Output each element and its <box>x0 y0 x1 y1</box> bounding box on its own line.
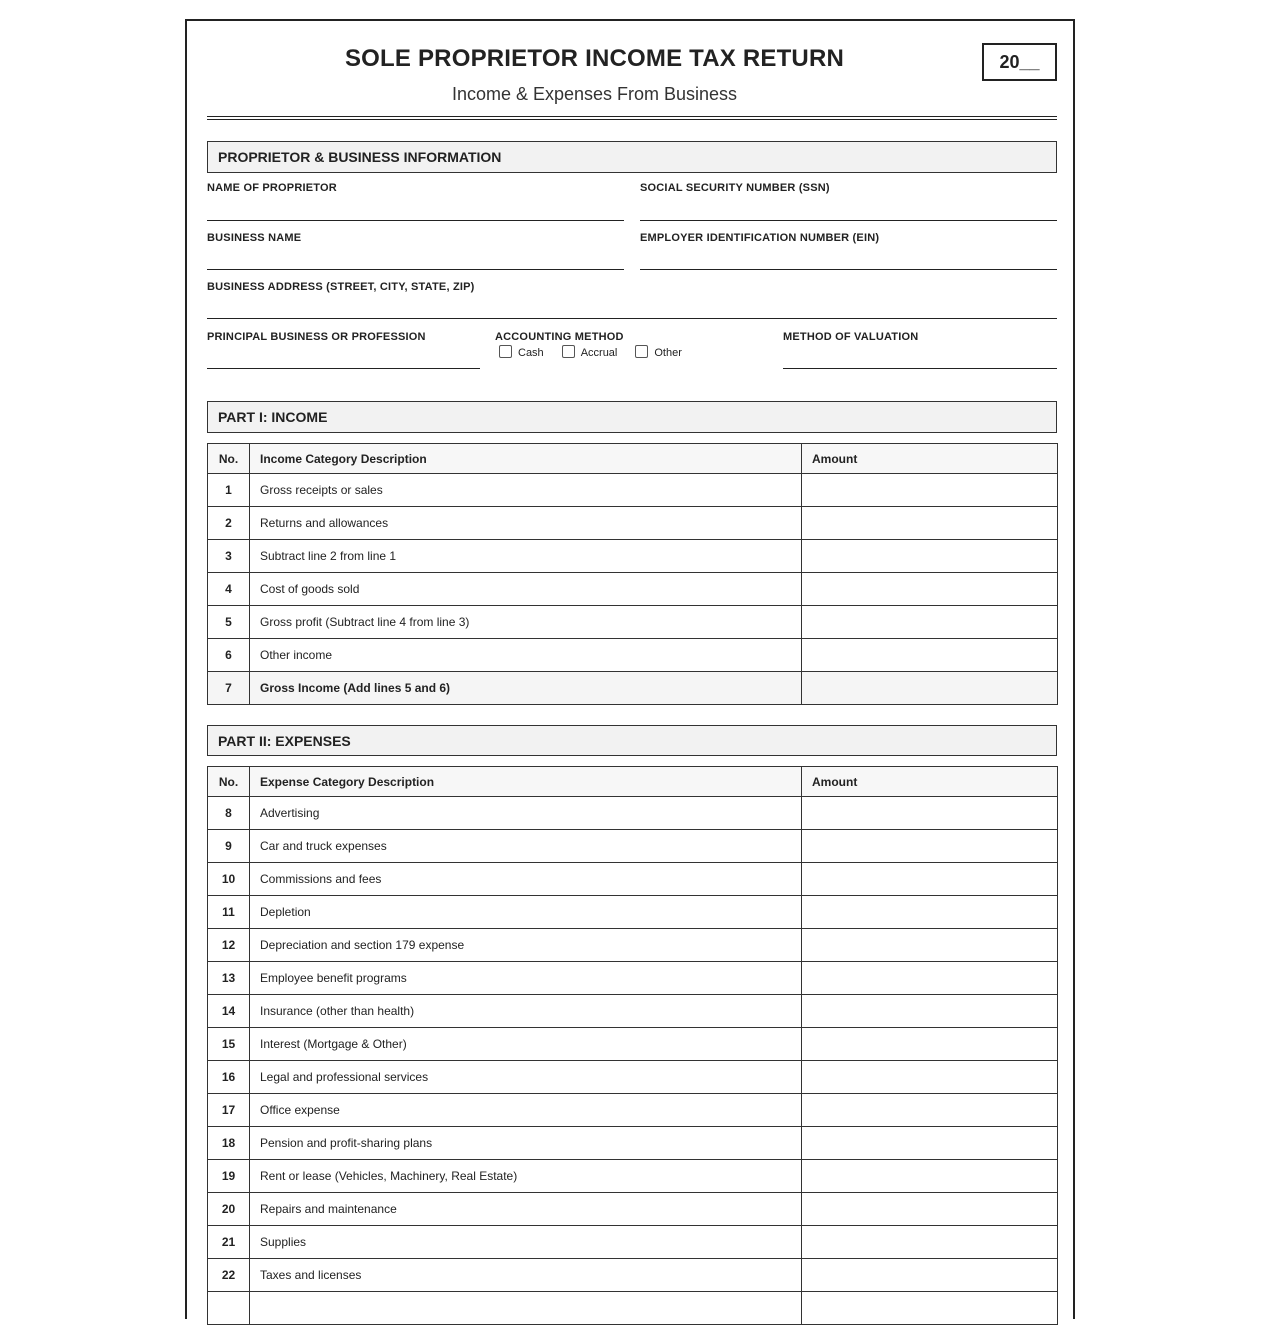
table-row-total <box>208 672 1058 705</box>
line-description: Insurance (other than health) <box>250 995 802 1028</box>
line-description: Employee benefit programs <box>250 962 802 995</box>
amount-cell[interactable] <box>802 863 1058 896</box>
header-divider <box>207 119 1057 120</box>
line-description <box>250 1292 802 1325</box>
amount-cell[interactable] <box>802 672 1058 705</box>
table-row <box>208 1160 1058 1193</box>
line-number: 14 <box>208 995 250 1028</box>
amount-cell[interactable] <box>802 1127 1058 1160</box>
line-number: 11 <box>208 896 250 929</box>
table-row <box>208 606 1058 639</box>
line-number: 3 <box>208 540 250 573</box>
valuation-method-label: METHOD OF VALUATION <box>783 331 919 343</box>
line-number: 2 <box>208 507 250 540</box>
table-row <box>208 1028 1058 1061</box>
line-description: Other income <box>250 639 802 672</box>
income-table <box>207 443 1058 705</box>
table-row <box>208 474 1058 507</box>
line-number: 18 <box>208 1127 250 1160</box>
line-description: Gross profit (Subtract line 4 from line 3) <box>250 606 802 639</box>
table-row <box>208 797 1058 830</box>
checkbox-cash-label: Cash <box>518 347 544 359</box>
table-row <box>208 962 1058 995</box>
section-header-business-info: PROPRIETOR & BUSINESS INFORMATION <box>207 141 1057 173</box>
table-row <box>208 929 1058 962</box>
form-subtitle: Income & Expenses From Business <box>451 84 738 104</box>
ein-field[interactable] <box>640 232 1057 272</box>
line-description: Advertising <box>250 797 802 830</box>
amount-cell[interactable] <box>802 929 1058 962</box>
line-number: 9 <box>208 830 250 863</box>
line-description: Depreciation and section 179 expense <box>250 929 802 962</box>
accounting-method-field <box>495 331 765 371</box>
business-address-field[interactable] <box>207 281 1057 321</box>
column-header-description: Income Category Description <box>250 444 802 474</box>
income-table-header <box>208 444 1058 474</box>
profession-field[interactable] <box>207 331 480 371</box>
line-description: Gross receipts or sales <box>250 474 802 507</box>
accounting-option-accrual[interactable] <box>562 347 618 359</box>
form-title: SOLE PROPRIETOR INCOME TAX RETURN <box>344 45 845 72</box>
column-header-amount: Amount <box>802 444 1058 474</box>
column-header-no: No. <box>208 444 250 474</box>
table-row <box>208 1127 1058 1160</box>
amount-cell[interactable] <box>802 1292 1058 1325</box>
proprietor-name-line[interactable] <box>207 220 624 221</box>
ssn-field[interactable] <box>640 182 1057 222</box>
table-row <box>208 573 1058 606</box>
line-description: Supplies <box>250 1226 802 1259</box>
amount-cell[interactable] <box>802 1259 1058 1292</box>
table-row <box>208 639 1058 672</box>
line-number: 1 <box>208 474 250 507</box>
line-description: Commissions and fees <box>250 863 802 896</box>
column-header-no: No. <box>208 767 250 797</box>
table-row <box>208 1292 1058 1325</box>
amount-cell[interactable] <box>802 995 1058 1028</box>
expenses-table-header <box>208 767 1058 797</box>
line-description: Returns and allowances <box>250 507 802 540</box>
line-description: Taxes and licenses <box>250 1259 802 1292</box>
line-description: Cost of goods sold <box>250 573 802 606</box>
profession-line[interactable] <box>207 368 480 369</box>
table-row <box>208 1094 1058 1127</box>
table-row <box>208 896 1058 929</box>
checkbox-accrual[interactable] <box>562 345 575 358</box>
valuation-method-field[interactable] <box>783 331 1057 371</box>
amount-cell[interactable] <box>802 606 1058 639</box>
line-description: Rent or lease (Vehicles, Machinery, Real Estate) <box>250 1160 802 1193</box>
line-description: Depletion <box>250 896 802 929</box>
line-number: 7 <box>208 672 250 705</box>
amount-cell[interactable] <box>802 896 1058 929</box>
table-row <box>208 540 1058 573</box>
line-description: Gross Income (Add lines 5 and 6) <box>250 672 802 705</box>
line-number: 17 <box>208 1094 250 1127</box>
line-number: 5 <box>208 606 250 639</box>
tax-form-page <box>185 19 1075 1319</box>
table-row <box>208 995 1058 1028</box>
ssn-line[interactable] <box>640 220 1057 221</box>
line-description: Subtract line 2 from line 1 <box>250 540 802 573</box>
table-row <box>208 863 1058 896</box>
business-name-label: BUSINESS NAME <box>207 232 302 244</box>
proprietor-name-label: NAME OF PROPRIETOR <box>207 182 337 194</box>
line-number: 4 <box>208 573 250 606</box>
ein-line[interactable] <box>640 269 1057 270</box>
amount-cell[interactable] <box>802 1061 1058 1094</box>
amount-cell[interactable] <box>802 573 1058 606</box>
line-number: 13 <box>208 962 250 995</box>
amount-cell[interactable] <box>802 540 1058 573</box>
tax-year-box[interactable]: 20__ <box>982 43 1057 81</box>
business-name-line[interactable] <box>207 269 624 270</box>
amount-cell[interactable] <box>802 639 1058 672</box>
business-address-line[interactable] <box>207 318 1057 319</box>
line-number: 12 <box>208 929 250 962</box>
table-row <box>208 1061 1058 1094</box>
amount-cell[interactable] <box>802 1193 1058 1226</box>
amount-cell[interactable] <box>802 1226 1058 1259</box>
line-description: Pension and profit-sharing plans <box>250 1127 802 1160</box>
checkbox-accrual-label: Accrual <box>580 347 618 359</box>
line-description: Legal and professional services <box>250 1061 802 1094</box>
checkbox-other-label: Other <box>654 347 682 359</box>
amount-cell[interactable] <box>802 507 1058 540</box>
table-row <box>208 507 1058 540</box>
line-number: 10 <box>208 863 250 896</box>
profession-label: PRINCIPAL BUSINESS OR PROFESSION <box>207 331 426 343</box>
line-number: 15 <box>208 1028 250 1061</box>
column-header-description: Expense Category Description <box>250 767 802 797</box>
amount-cell[interactable] <box>802 474 1058 507</box>
accounting-option-cash[interactable] <box>499 347 544 359</box>
table-row <box>208 830 1058 863</box>
amount-cell[interactable] <box>802 1028 1058 1061</box>
line-number: 20 <box>208 1193 250 1226</box>
section-header-expenses: PART II: EXPENSES <box>207 725 1057 756</box>
accounting-method-options <box>495 347 700 359</box>
line-number <box>208 1292 250 1325</box>
line-description: Office expense <box>250 1094 802 1127</box>
business-name-field[interactable] <box>207 232 624 272</box>
line-number: 19 <box>208 1160 250 1193</box>
line-description: Car and truck expenses <box>250 830 802 863</box>
line-number: 6 <box>208 639 250 672</box>
proprietor-name-field[interactable] <box>207 182 624 222</box>
checkbox-other[interactable] <box>635 345 648 358</box>
business-address-label: BUSINESS ADDRESS (STREET, CITY, STATE, ZIP) <box>207 281 475 293</box>
amount-cell[interactable] <box>802 962 1058 995</box>
header-divider <box>207 116 1057 117</box>
column-header-amount: Amount <box>802 767 1058 797</box>
ssn-label: SOCIAL SECURITY NUMBER (SSN) <box>640 182 830 194</box>
checkbox-cash[interactable] <box>499 345 512 358</box>
line-description: Interest (Mortgage & Other) <box>250 1028 802 1061</box>
line-description: Repairs and maintenance <box>250 1193 802 1226</box>
valuation-method-line[interactable] <box>783 368 1057 369</box>
line-number: 21 <box>208 1226 250 1259</box>
table-row <box>208 1259 1058 1292</box>
section-header-income: PART I: INCOME <box>207 401 1057 433</box>
line-number: 8 <box>208 797 250 830</box>
line-number: 16 <box>208 1061 250 1094</box>
table-row <box>208 1226 1058 1259</box>
accounting-method-label: ACCOUNTING METHOD <box>495 331 624 343</box>
ein-label: EMPLOYER IDENTIFICATION NUMBER (EIN) <box>640 232 880 244</box>
line-number: 22 <box>208 1259 250 1292</box>
expenses-table <box>207 766 1058 1325</box>
amount-cell[interactable] <box>802 797 1058 830</box>
amount-cell[interactable] <box>802 1160 1058 1193</box>
accounting-option-other[interactable] <box>635 347 682 359</box>
table-row <box>208 1193 1058 1226</box>
amount-cell[interactable] <box>802 830 1058 863</box>
amount-cell[interactable] <box>802 1094 1058 1127</box>
